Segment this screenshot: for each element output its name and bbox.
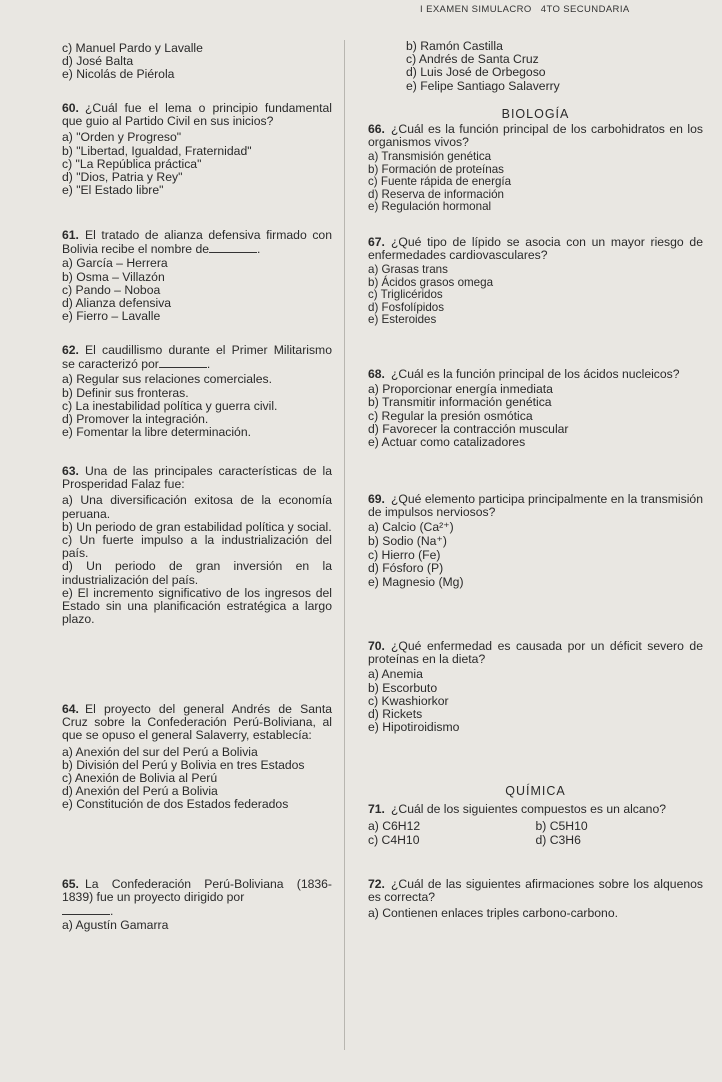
option[interactable]: e) Fomentar la libre determinación. (62, 425, 251, 440)
question-71 (368, 803, 703, 847)
option[interactable]: c) Pando – Noboa (62, 282, 161, 297)
option[interactable]: d) Luis José de Orbegoso (406, 65, 546, 80)
option[interactable]: b) Formación de proteínas (368, 162, 504, 176)
option[interactable]: d) Un periodo de gran inversión en la industrialización del país. (62, 559, 332, 587)
question-67 (368, 236, 703, 326)
option[interactable]: c) Anexión de Bolivia al Perú (62, 771, 218, 786)
question-70 (368, 640, 703, 734)
question-text (368, 640, 703, 666)
option[interactable]: e) "El Estado libre" (62, 183, 164, 198)
option[interactable]: c) La inestabilidad política y guerra civil. (62, 398, 278, 413)
question-number: 65. (62, 877, 79, 891)
option[interactable]: e) Fierro – Lavalle (62, 309, 161, 324)
option[interactable]: a) Contienen enlaces triples carbono-carbono. (368, 906, 618, 921)
section-title-chemistry: QUÍMICA (505, 784, 566, 798)
prev-question-options-left (62, 42, 332, 82)
question-text (368, 878, 703, 904)
option[interactable]: a) Una diversificación exitosa de la economía peruana. (62, 493, 332, 521)
question-number: 64. (62, 702, 79, 716)
option[interactable]: b) Sodio (Na⁺) (368, 534, 447, 548)
question-64 (62, 703, 332, 812)
answer-blank[interactable] (209, 242, 257, 253)
question-body-end: . (257, 242, 261, 257)
option[interactable]: e) Esteroides (368, 313, 437, 327)
option[interactable]: a) Anexión del sur del Perú a Bolivia (62, 744, 258, 759)
option[interactable]: b) C5H10 (535, 819, 588, 834)
option[interactable]: e) El incremento significativo de los ingresos del Estado sin una planificación estratégica a largo plazo. (62, 585, 332, 627)
option[interactable]: c) C4H10 (368, 833, 420, 848)
question-text (368, 368, 703, 381)
option[interactable]: d) Alianza defensiva (62, 296, 172, 311)
question-number: 72. (368, 877, 385, 891)
option[interactable]: c) Regular la presión osmótica (368, 408, 533, 423)
option[interactable]: e) Actuar como catalizadores (368, 435, 526, 450)
option[interactable]: d) Fósforo (P) (368, 561, 444, 576)
section-title-biology: BIOLOGÍA (501, 107, 570, 121)
option[interactable]: a) Transmisión genética (368, 150, 492, 164)
question-body-end: . (206, 357, 211, 372)
option[interactable]: c) Manuel Pardo y Lavalle (62, 41, 203, 55)
option[interactable]: c) Kwashiorkor (368, 693, 449, 708)
question-61 (62, 229, 332, 323)
question-body: La Confederación Perú-Boliviana (1836-1839) fue un proyecto dirigido por (62, 877, 332, 905)
option[interactable]: e) Felipe Santiago Salaverry (406, 78, 560, 93)
question-text (62, 229, 332, 256)
option[interactable]: d) Reserva de información (368, 187, 504, 201)
option[interactable]: d) Anexión del Perú a Bolivia (62, 784, 218, 799)
option[interactable]: c) Hierro (Fe) (368, 547, 441, 562)
question-text (62, 344, 332, 371)
question-body: ¿Cuál de las siguientes afirmaciones sobre los alquenos es correcta? (368, 877, 703, 905)
option[interactable]: c) Triglicéridos (368, 288, 443, 302)
question-body: El caudillismo durante el Primer Militarismo se caracterizó por (62, 343, 332, 372)
answer-line (62, 904, 332, 918)
answer-blank[interactable] (159, 357, 207, 368)
question-number: 62. (62, 343, 79, 357)
question-68 (368, 368, 703, 449)
column-divider (344, 40, 345, 1050)
question-body: ¿Qué tipo de lípido se asocia con un mayor riesgo de enfermedades cardiovasculares? (368, 235, 703, 263)
options-row (368, 819, 703, 833)
question-text (368, 123, 703, 149)
option[interactable]: c) "La República práctica" (62, 156, 202, 171)
question-72 (368, 878, 703, 921)
question-body: Una de las principales características de la Prosperidad Falaz fue: (62, 464, 332, 492)
option[interactable]: d) C3H6 (535, 833, 581, 848)
question-number: 67. (368, 235, 385, 249)
question-65 (62, 878, 332, 932)
question-body: ¿Qué elemento participa principalmente en la transmisión de impulsos nerviosos? (368, 492, 703, 520)
option[interactable]: d) Promover la integración. (62, 412, 209, 427)
option[interactable]: a) "Orden y Progreso" (62, 130, 182, 145)
question-60 (62, 102, 332, 197)
option[interactable]: e) Nicolás de Piérola (62, 67, 175, 82)
exam-header (420, 4, 630, 15)
question-body: ¿Cuál de los siguientes compuestos es un alcano? (390, 802, 667, 816)
question-text (368, 236, 703, 262)
option[interactable]: e) Constitución de dos Estados federados (62, 797, 289, 812)
question-number: 63. (62, 464, 79, 478)
option[interactable]: a) Grasas trans (368, 263, 448, 277)
option[interactable]: d) Favorecer la contracción muscular (368, 421, 569, 436)
question-number: 68. (368, 367, 385, 381)
option[interactable]: b) "Libertad, Igualdad, Fraternidad" (62, 143, 252, 158)
option[interactable]: c) Fuente rápida de energía (368, 175, 512, 189)
question-text (368, 493, 703, 519)
question-text (62, 465, 332, 491)
question-number: 60. (62, 101, 79, 115)
question-number: 71. (368, 802, 385, 816)
options-row (368, 833, 703, 847)
question-body: ¿Qué enfermedad es causada por un déficit severo de proteínas en la dieta? (368, 639, 703, 667)
question-body: El tratado de alianza defensiva firmado con Bolivia recibe el nombre de (62, 228, 332, 257)
option[interactable]: d) Fosfolípidos (368, 300, 445, 314)
option[interactable]: b) Ácidos grasos omega (368, 275, 494, 289)
option[interactable]: a) Anemia (368, 667, 423, 682)
option[interactable]: e) Magnesio (Mg) (368, 574, 464, 589)
option[interactable]: b) Un periodo de gran estabilidad política y social. (62, 519, 332, 534)
option[interactable]: a) C6H12 (368, 819, 421, 834)
question-number: 69. (368, 492, 385, 506)
question-text (368, 803, 703, 816)
exam-grade: 4TO SECUNDARIA (540, 4, 630, 15)
option[interactable]: a) Proporcionar energía inmediata (368, 382, 553, 397)
answer-blank[interactable] (62, 904, 110, 915)
option[interactable]: b) Ramón Castilla (406, 39, 503, 53)
question-62 (62, 344, 332, 439)
option[interactable]: a) Agustín Gamarra (62, 917, 169, 932)
option[interactable]: d) "Dios, Patria y Rey" (62, 170, 183, 185)
question-body: El proyecto del general Andrés de Santa Cruz sobre la Confederación Perú-Boliviana, al que se opuso el general Salaverry, establecía: (62, 702, 332, 743)
question-63 (62, 465, 332, 626)
question-body-end: . (110, 904, 114, 919)
option[interactable]: b) Definir sus fronteras. (62, 385, 189, 400)
question-number: 61. (62, 228, 79, 242)
option[interactable]: e) Regulación hormonal (368, 200, 492, 214)
option[interactable]: a) Calcio (Ca²⁺) (368, 520, 454, 535)
option[interactable]: d) Rickets (368, 707, 423, 722)
question-body: ¿Cuál es la función principal de los carbohidratos en los organismos vivos? (368, 122, 703, 150)
question-body: ¿Cuál es la función principal de los ácidos nucleicos? (390, 367, 680, 381)
prev-question-options-right (406, 40, 703, 93)
option[interactable]: d) José Balta (62, 54, 134, 69)
option[interactable]: c) Andrés de Santa Cruz (406, 52, 539, 67)
question-number: 66. (368, 122, 385, 136)
option[interactable]: b) División del Perú y Bolivia en tres Estados (62, 757, 305, 772)
question-text (62, 878, 332, 904)
option[interactable]: a) Regular sus relaciones comerciales. (62, 372, 272, 387)
option[interactable]: a) García – Herrera (62, 256, 168, 271)
option[interactable]: b) Transmitir información genética (368, 395, 552, 410)
question-66 (368, 123, 703, 213)
option[interactable]: c) Un fuerte impulso a la industrialización del país. (62, 533, 332, 561)
question-text (62, 102, 332, 128)
question-69 (368, 493, 703, 589)
option[interactable]: b) Escorbuto (368, 680, 438, 695)
exam-title: I EXAMEN SIMULACRO (420, 4, 532, 15)
option[interactable]: e) Hipotiroidismo (368, 720, 460, 735)
question-body: ¿Cuál fue el lema o principio fundamental que guio al Partido Civil en sus inicios? (62, 101, 332, 129)
question-text (62, 703, 332, 743)
question-number: 70. (368, 639, 385, 653)
option[interactable]: b) Osma – Villazón (62, 269, 165, 284)
